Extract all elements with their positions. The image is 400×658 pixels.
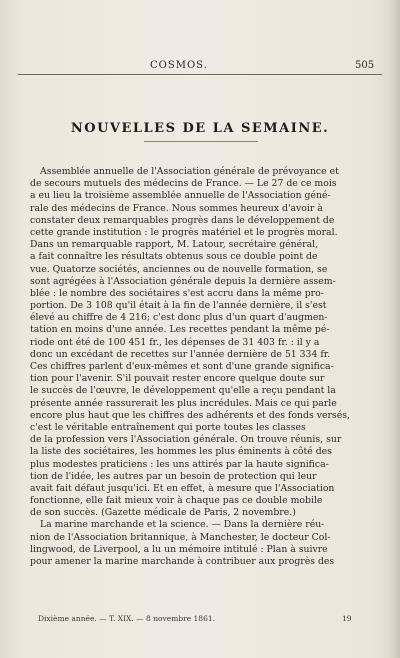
body-line: rale des médecins de France. Nous sommes heureux d'avoir à — [30, 202, 323, 214]
body-line: Assemblée annuelle de l'Association générale de prévoyance et — [40, 166, 339, 177]
running-header — [0, 60, 400, 74]
footer-signature-mark: 19 — [342, 614, 352, 623]
body-line: donc un excédant de recettes sur l'année dernière de 51 334 fr. — [30, 348, 331, 360]
article-body — [30, 166, 374, 568]
header-rule — [18, 74, 382, 75]
body-line: fonctionne, elle fait mieux voir à chaque pas ce double mobile — [30, 495, 323, 507]
body-line: la liste des sociétaires, les hommes les plus éminents à côté des — [30, 446, 332, 458]
body-line: cette grande institution : le progrès matériel et le progrès moral. — [30, 226, 338, 238]
body-line: avait fait défaut jusqu'ici. Et en effet, à mesure que l'Association — [30, 482, 335, 494]
body-line: encore plus haut que les chiffres des adhérents et des fonds versés, — [30, 409, 350, 421]
body-line: La marine marchande et la science. — Dans la dernière réu- — [40, 519, 325, 531]
body-line: sont agrégées à l'Association générale depuis la dernière assem- — [30, 275, 336, 287]
section-title: NOUVELLES DE LA SEMAINE. — [70, 121, 330, 136]
title-rule — [144, 141, 258, 142]
body-line: de la profession vers l'Association générale. On trouve réunis, sur — [30, 434, 342, 446]
body-line: vue. Quatorze sociétés, anciennes ou de nouvelle formation, se — [30, 263, 328, 275]
body-line: lingwood, de Liverpool, a lu un mémoire intitulé : Plan à suivre — [30, 543, 328, 555]
body-line: tion pour l'avenir. S'il pouvait rester encore quelque doute sur — [30, 373, 325, 385]
body-line: tation en moins d'une année. Les recettes pendant la même pé- — [30, 324, 330, 336]
body-line: Dans un remarquable rapport, M. Latour, secrétaire général, — [30, 239, 319, 251]
body-line: élevé au chiffre de 4 216; c'est donc plus d'un quart d'augmen- — [30, 312, 328, 324]
running-title: COSMOS. — [150, 60, 208, 71]
body-line: c'est le véritable entraînement qui porte toutes les classes — [30, 421, 306, 433]
body-line: Ces chiffres parlent d'eux-mêmes et sont d'une grande significa- — [30, 361, 334, 372]
body-line: a fait connaître les résultats obtenus sous ce double point de — [30, 251, 318, 263]
body-line: plus modestes praticiens : les uns attirés par la haute significa- — [30, 458, 329, 470]
page-edge-shadow — [390, 0, 400, 658]
body-line: riode ont été de 100 451 fr., les dépenses de 31 403 fr. : il y a — [30, 336, 320, 348]
body-line: présente année rassurerait les plus incrédules. Mais ce qui parle — [30, 397, 337, 409]
body-line: blée : le nombre des sociétaires s'est accru dans la même pro- — [30, 287, 324, 299]
page-number: 505 — [355, 60, 375, 71]
page-footer — [30, 614, 374, 626]
body-line: pour amener la marine marchande à contribuer aux progrès des — [30, 556, 335, 567]
body-line: tion de l'idée, les autres par un besoin de protection qui leur — [30, 470, 317, 482]
body-line: a eu lieu la troisième assemblée annuelle de l'Association géné- — [30, 190, 331, 202]
body-line: de son succès. (Gazette médicale de Paris, 2 novembre.) — [30, 507, 296, 519]
body-line: nion de l'Association britannique, à Manchester, le docteur Col- — [30, 531, 331, 543]
body-line: portion. De 3 108 qu'il était à la fin de l'année dernière, il s'est — [30, 300, 327, 312]
body-line: constater deux remarquables progrès dans le développement de — [30, 214, 335, 226]
body-line: de secours mutuels des médecins de France. — Le 27 de ce mois — [30, 178, 337, 190]
footer-issue-info: Dixième année. — T. XIX. — 8 novembre 1861. — [38, 614, 216, 623]
body-line: le succès de l'œuvre, le développement qu'elle a reçu pendant la — [30, 385, 336, 397]
